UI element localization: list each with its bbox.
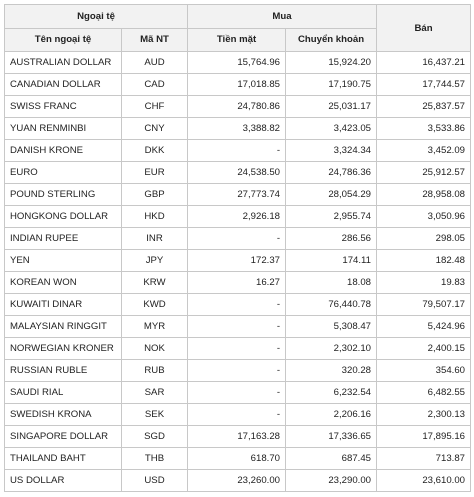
table-row xyxy=(5,206,471,228)
cell-currency-name: AUSTRALIAN DOLLAR xyxy=(5,52,122,74)
cell-currency-code: SGD xyxy=(122,426,188,448)
table-row xyxy=(5,382,471,404)
cell-buy-transfer: 687.45 xyxy=(286,448,377,470)
table-row xyxy=(5,250,471,272)
cell-buy-cash: - xyxy=(188,228,286,250)
cell-buy-transfer: 2,302.10 xyxy=(286,338,377,360)
table-row xyxy=(5,448,471,470)
cell-currency-code: CAD xyxy=(122,74,188,96)
cell-sell: 3,452.09 xyxy=(377,140,471,162)
cell-currency-code: USD xyxy=(122,470,188,492)
cell-buy-transfer: 18.08 xyxy=(286,272,377,294)
cell-currency-code: RUB xyxy=(122,360,188,382)
cell-currency-code: JPY xyxy=(122,250,188,272)
cell-sell: 17,744.57 xyxy=(377,74,471,96)
cell-buy-transfer: 17,190.75 xyxy=(286,74,377,96)
header-buy: Mua xyxy=(188,5,377,29)
cell-currency-name: SINGAPORE DOLLAR xyxy=(5,426,122,448)
cell-currency-code: THB xyxy=(122,448,188,470)
cell-currency-name: DANISH KRONE xyxy=(5,140,122,162)
table-row xyxy=(5,404,471,426)
table-row xyxy=(5,316,471,338)
table-row xyxy=(5,96,471,118)
table-body xyxy=(5,52,471,492)
cell-currency-name: RUSSIAN RUBLE xyxy=(5,360,122,382)
cell-sell: 2,400.15 xyxy=(377,338,471,360)
cell-currency-code: NOK xyxy=(122,338,188,360)
cell-sell: 79,507.17 xyxy=(377,294,471,316)
table-row xyxy=(5,360,471,382)
cell-currency-name: SWISS FRANC xyxy=(5,96,122,118)
cell-buy-cash: - xyxy=(188,140,286,162)
cell-currency-code: INR xyxy=(122,228,188,250)
header-currency-name: Tên ngoại tệ xyxy=(5,29,122,52)
exchange-rate-table xyxy=(4,4,471,492)
table-row xyxy=(5,52,471,74)
cell-currency-name: CANADIAN DOLLAR xyxy=(5,74,122,96)
cell-buy-transfer: 28,054.29 xyxy=(286,184,377,206)
cell-buy-cash: - xyxy=(188,382,286,404)
cell-sell: 25,837.57 xyxy=(377,96,471,118)
cell-sell: 2,300.13 xyxy=(377,404,471,426)
cell-currency-name: SAUDI RIAL xyxy=(5,382,122,404)
header-row-top xyxy=(5,5,471,29)
table-row xyxy=(5,184,471,206)
cell-currency-code: CHF xyxy=(122,96,188,118)
cell-currency-code: SEK xyxy=(122,404,188,426)
cell-buy-cash: - xyxy=(188,360,286,382)
table-row xyxy=(5,162,471,184)
cell-currency-name: MALAYSIAN RINGGIT xyxy=(5,316,122,338)
cell-buy-cash: 618.70 xyxy=(188,448,286,470)
cell-currency-code: EUR xyxy=(122,162,188,184)
table-row xyxy=(5,118,471,140)
table-row xyxy=(5,228,471,250)
cell-currency-name: HONGKONG DOLLAR xyxy=(5,206,122,228)
table-row xyxy=(5,294,471,316)
cell-currency-code: KRW xyxy=(122,272,188,294)
cell-sell: 182.48 xyxy=(377,250,471,272)
cell-buy-transfer: 5,308.47 xyxy=(286,316,377,338)
header-sell: Bán xyxy=(377,5,471,52)
cell-sell: 6,482.55 xyxy=(377,382,471,404)
cell-sell: 354.60 xyxy=(377,360,471,382)
cell-currency-name: POUND STERLING xyxy=(5,184,122,206)
cell-buy-cash: 24,538.50 xyxy=(188,162,286,184)
cell-currency-name: NORWEGIAN KRONER xyxy=(5,338,122,360)
cell-currency-code: SAR xyxy=(122,382,188,404)
cell-currency-name: YEN xyxy=(5,250,122,272)
cell-currency-name: EURO xyxy=(5,162,122,184)
cell-sell: 713.87 xyxy=(377,448,471,470)
cell-sell: 17,895.16 xyxy=(377,426,471,448)
cell-sell: 3,050.96 xyxy=(377,206,471,228)
cell-buy-transfer: 6,232.54 xyxy=(286,382,377,404)
cell-buy-transfer: 76,440.78 xyxy=(286,294,377,316)
cell-buy-transfer: 25,031.17 xyxy=(286,96,377,118)
cell-currency-name: INDIAN RUPEE xyxy=(5,228,122,250)
cell-buy-transfer: 17,336.65 xyxy=(286,426,377,448)
cell-sell: 25,912.57 xyxy=(377,162,471,184)
cell-currency-code: DKK xyxy=(122,140,188,162)
table-row xyxy=(5,426,471,448)
cell-sell: 298.05 xyxy=(377,228,471,250)
cell-buy-cash: 3,388.82 xyxy=(188,118,286,140)
table-header xyxy=(5,5,471,52)
table-row xyxy=(5,470,471,492)
cell-buy-transfer: 286.56 xyxy=(286,228,377,250)
cell-sell: 5,424.96 xyxy=(377,316,471,338)
cell-currency-code: GBP xyxy=(122,184,188,206)
cell-buy-transfer: 174.11 xyxy=(286,250,377,272)
cell-buy-transfer: 23,290.00 xyxy=(286,470,377,492)
cell-currency-code: MYR xyxy=(122,316,188,338)
cell-buy-transfer: 24,786.36 xyxy=(286,162,377,184)
table-row xyxy=(5,74,471,96)
cell-sell: 3,533.86 xyxy=(377,118,471,140)
cell-buy-cash: 17,018.85 xyxy=(188,74,286,96)
cell-sell: 23,610.00 xyxy=(377,470,471,492)
header-cash: Tiền mặt xyxy=(188,29,286,52)
cell-buy-cash: 15,764.96 xyxy=(188,52,286,74)
cell-buy-cash: - xyxy=(188,294,286,316)
cell-sell: 16,437.21 xyxy=(377,52,471,74)
cell-currency-name: YUAN RENMINBI xyxy=(5,118,122,140)
cell-currency-code: KWD xyxy=(122,294,188,316)
cell-currency-code: CNY xyxy=(122,118,188,140)
cell-buy-cash: 17,163.28 xyxy=(188,426,286,448)
cell-buy-transfer: 3,423.05 xyxy=(286,118,377,140)
cell-buy-cash: 16.27 xyxy=(188,272,286,294)
cell-buy-transfer: 3,324.34 xyxy=(286,140,377,162)
cell-buy-transfer: 2,955.74 xyxy=(286,206,377,228)
cell-buy-cash: 27,773.74 xyxy=(188,184,286,206)
table-row xyxy=(5,338,471,360)
cell-currency-name: KOREAN WON xyxy=(5,272,122,294)
cell-sell: 19.83 xyxy=(377,272,471,294)
table-row xyxy=(5,272,471,294)
cell-buy-cash: 23,260.00 xyxy=(188,470,286,492)
cell-buy-cash: - xyxy=(188,404,286,426)
cell-buy-cash: - xyxy=(188,316,286,338)
cell-currency-name: SWEDISH KRONA xyxy=(5,404,122,426)
cell-buy-cash: - xyxy=(188,338,286,360)
cell-currency-name: US DOLLAR xyxy=(5,470,122,492)
cell-buy-transfer: 2,206.16 xyxy=(286,404,377,426)
cell-currency-name: KUWAITI DINAR xyxy=(5,294,122,316)
cell-buy-transfer: 15,924.20 xyxy=(286,52,377,74)
cell-currency-name: THAILAND BAHT xyxy=(5,448,122,470)
cell-currency-code: AUD xyxy=(122,52,188,74)
cell-buy-transfer: 320.28 xyxy=(286,360,377,382)
header-currency-code: Mã NT xyxy=(122,29,188,52)
header-transfer: Chuyển khoản xyxy=(286,29,377,52)
cell-buy-cash: 24,780.86 xyxy=(188,96,286,118)
cell-buy-cash: 172.37 xyxy=(188,250,286,272)
cell-sell: 28,958.08 xyxy=(377,184,471,206)
cell-buy-cash: 2,926.18 xyxy=(188,206,286,228)
header-foreign-currency: Ngoại tệ xyxy=(5,5,188,29)
table-row xyxy=(5,140,471,162)
cell-currency-code: HKD xyxy=(122,206,188,228)
